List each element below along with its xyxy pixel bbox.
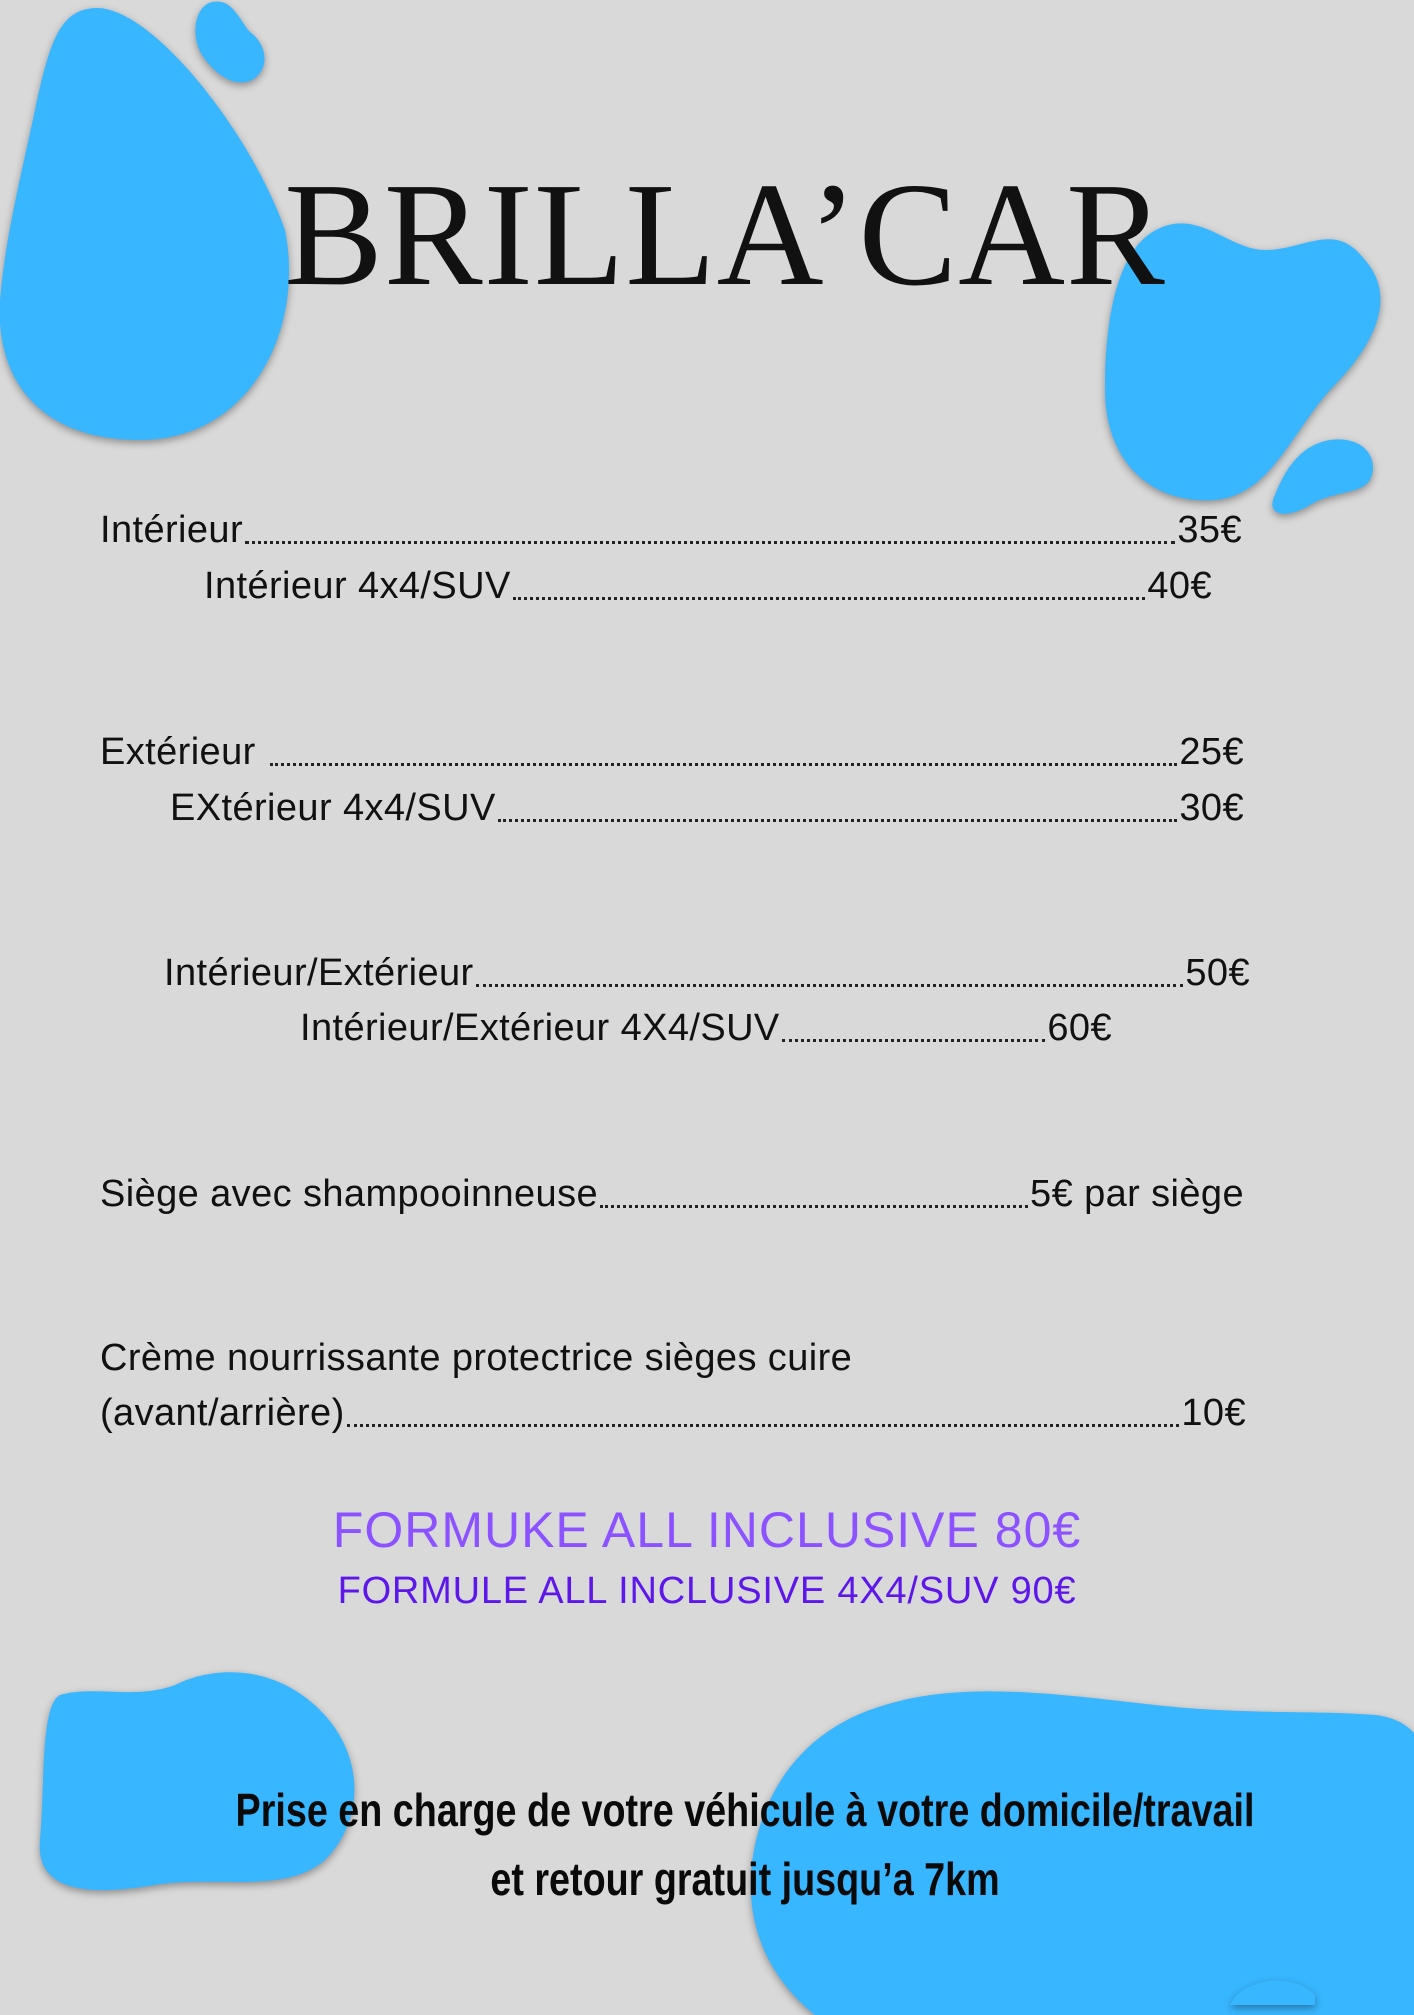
brand-title: BRILLA’CAR	[284, 153, 1166, 317]
service-label: (avant/arrière)	[100, 1392, 345, 1434]
service-label: EXtérieur 4x4/SUV	[170, 787, 496, 829]
service-label: Intérieur	[100, 509, 244, 551]
decorative-blob-top-small	[190, 0, 280, 90]
service-label: Extérieur	[100, 731, 256, 773]
service-price: 5€ par siège	[1030, 1173, 1244, 1215]
decorative-blob-right-small	[1270, 435, 1380, 525]
dot-leader	[600, 1205, 1028, 1208]
service-price: 35€	[1177, 509, 1242, 551]
service-label: Siège avec shampooinneuse	[100, 1173, 599, 1215]
service-label: Intérieur/Extérieur 4X4/SUV	[300, 1007, 780, 1049]
service-label: Intérieur 4x4/SUV	[204, 565, 511, 607]
dot-leader	[245, 541, 1175, 544]
price-row-creme	[100, 1388, 1246, 1438]
price-row-interieur-suv	[204, 561, 1212, 611]
service-price: 25€	[1179, 731, 1244, 773]
service-price: 60€	[1047, 1007, 1112, 1049]
promo-line1: Prise en charge de votre véhicule à votre domicile/travail	[235, 1784, 1255, 1836]
service-price: 30€	[1179, 787, 1244, 829]
creme-label-line1: Crème nourrissante protectrice sièges cuire	[100, 1337, 853, 1379]
price-row-int-ext	[164, 948, 1250, 998]
service-price: 10€	[1181, 1392, 1246, 1434]
price-row-exterieur-suv	[170, 783, 1244, 833]
service-price: 40€	[1147, 565, 1212, 607]
dot-leader	[347, 1424, 1180, 1427]
decorative-blob-bottom-corner	[1220, 1975, 1320, 2005]
price-row-interieur	[100, 505, 1242, 555]
dot-leader	[270, 763, 1178, 766]
price-row-exterieur	[100, 727, 1244, 777]
service-label: Intérieur/Extérieur	[164, 952, 474, 994]
price-row-siege	[100, 1169, 1244, 1219]
price-row-int-ext-suv	[300, 1003, 1112, 1053]
service-price: 50€	[1185, 952, 1250, 994]
dot-leader	[782, 1039, 1046, 1042]
promo-line2: et retour gratuit jusqu’a 7km	[490, 1853, 1000, 1905]
formula-all-inclusive: FORMUKE ALL INCLUSIVE 80€	[332, 1502, 1082, 1558]
formula-all-inclusive-suv: FORMULE ALL INCLUSIVE 4X4/SUV 90€	[337, 1570, 1077, 1612]
dot-leader	[476, 984, 1184, 987]
dot-leader	[513, 597, 1146, 600]
dot-leader	[498, 819, 1178, 822]
